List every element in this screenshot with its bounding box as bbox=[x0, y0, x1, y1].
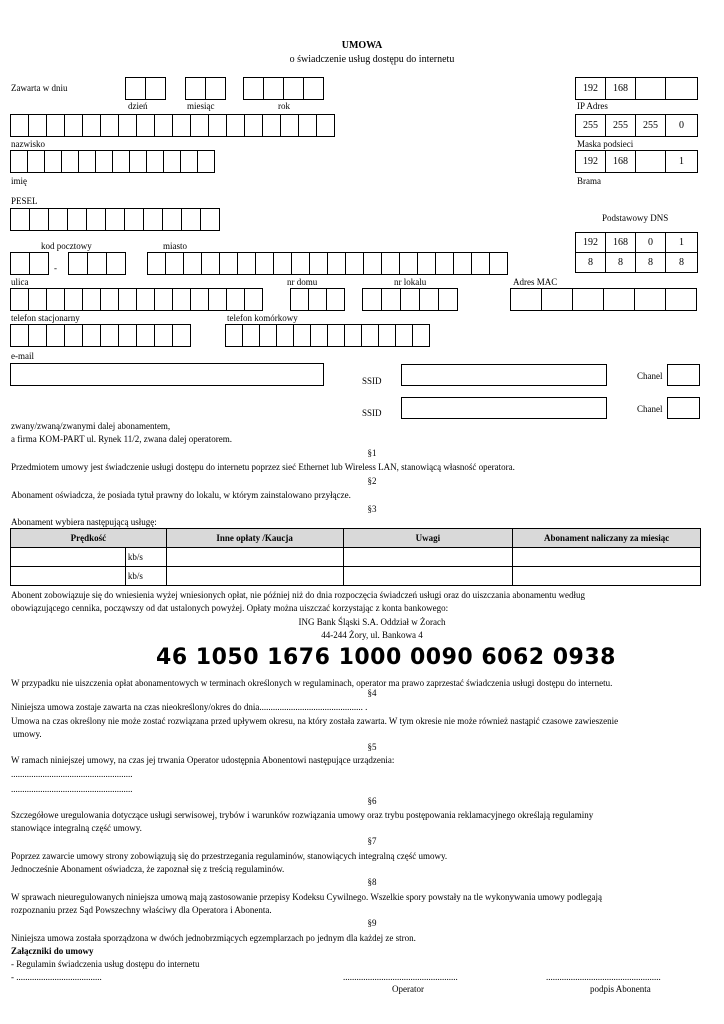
operator-definition: a firma KOM-PART ul. Rynek 11/2, zwana dalej operatorem. bbox=[11, 434, 232, 444]
payment-text-1: Abonent zobowiązuje się do wniesienia wyżej wniesionych opłat, nie później niż do dnia rozpoczęcia świadczeń usługi oraz do uiszczania abonamentu według bbox=[11, 590, 586, 600]
section-7-line-2: Jednocześnie Abonament oświadcza, że zapoznał się z treścią regulaminów. bbox=[11, 864, 285, 874]
house-no-input[interactable] bbox=[290, 288, 344, 311]
postal-code-part2-input[interactable] bbox=[68, 252, 125, 275]
postal-code-part1-input[interactable] bbox=[10, 252, 48, 275]
ssid-input-1[interactable] bbox=[401, 364, 607, 386]
first-name-label: imię bbox=[11, 176, 27, 186]
dns-label: Podstawowy DNS bbox=[602, 213, 669, 223]
attachments-heading: Załączniki do umowy bbox=[11, 946, 94, 956]
section-8-line-1: W sprawach nieuregulowanych niniejsza umową mają zastosowanie przepisy Kodeksu Cywilnego. Wszelkie spory powstały na tle wykonywania umowy podlegają bbox=[11, 892, 603, 902]
first-name-input[interactable] bbox=[10, 150, 214, 173]
surname-input[interactable] bbox=[10, 114, 334, 137]
subscriber-definition: zwany/zwaną/zwanymi dalej abonamentem, bbox=[11, 421, 171, 431]
day-input[interactable] bbox=[125, 77, 165, 100]
dns2-octet[interactable]: 8 bbox=[665, 252, 698, 273]
postal-code-label: kod pocztowy bbox=[41, 241, 92, 251]
section-2-text: Abonament oświadcza, że posiada tytuł prawny do lokalu, w którym zainstalowano przyłącze. bbox=[11, 490, 351, 500]
channel-label-2: Chanel bbox=[637, 404, 663, 414]
bank-name: ING Bank Śląski S.A. Oddział w Żorach bbox=[298, 617, 446, 627]
mask-octet[interactable]: 255 bbox=[575, 114, 606, 137]
section-9-line-1: Niniejsza umowa została sporządzona w dwóch jednobrzmiących egzemplarzach po jednym dla każdej ze stron. bbox=[11, 933, 416, 943]
phone-mobile-input[interactable] bbox=[225, 324, 429, 347]
phone-mobile-label: telefon komórkowy bbox=[227, 313, 298, 323]
section-2-heading: §2 bbox=[367, 476, 377, 486]
phone-landline-input[interactable] bbox=[10, 324, 190, 347]
attachment-2[interactable]: - ...................................... bbox=[11, 972, 102, 982]
gateway-octet[interactable]: 168 bbox=[605, 150, 636, 173]
mask-octet[interactable]: 0 bbox=[665, 114, 698, 137]
ssid-input-2[interactable] bbox=[401, 397, 607, 419]
street-input[interactable] bbox=[10, 288, 262, 311]
speed-unit: kb/s bbox=[125, 548, 166, 567]
table-row bbox=[11, 567, 701, 586]
other-fees-cell[interactable] bbox=[166, 548, 343, 567]
ip-octet[interactable]: 192 bbox=[575, 77, 606, 100]
day-label: dzień bbox=[128, 101, 148, 111]
email-input[interactable] bbox=[10, 363, 324, 386]
city-input[interactable] bbox=[147, 252, 507, 275]
channel-input-1[interactable] bbox=[667, 364, 700, 386]
dns-secondary-input[interactable] bbox=[575, 252, 697, 273]
gateway-label: Brama bbox=[577, 176, 601, 186]
operator-signature-line[interactable]: ................................................... bbox=[343, 972, 458, 982]
ip-address-input[interactable] bbox=[575, 77, 697, 100]
header-speed: Prędkość bbox=[11, 529, 167, 548]
header-monthly-fee: Abonament naliczany za miesiąc bbox=[513, 529, 701, 548]
ip-octet[interactable] bbox=[665, 77, 698, 100]
ssid-label-1: SSID bbox=[362, 376, 382, 386]
gateway-input[interactable] bbox=[575, 150, 697, 173]
section-3-text: Abonament wybiera następującą usługę: bbox=[11, 517, 157, 527]
section-4-line-2: Umowa na czas określony nie może zostać rozwiązana przed upływem okresu, na który została zawarta. W tym okresie nie może również nastąpić czasowe zawieszenie bbox=[11, 716, 619, 726]
dns1-octet[interactable]: 1 bbox=[665, 232, 698, 253]
section-3-heading: §3 bbox=[367, 504, 377, 514]
document-subtitle: o świadczenie usług dostępu do internetu bbox=[289, 54, 455, 65]
speed-cell[interactable] bbox=[11, 567, 126, 586]
device-line-1[interactable]: ...................................................... bbox=[11, 769, 133, 779]
section-6-heading: §6 bbox=[367, 796, 377, 806]
phone-landline-label: telefon stacjonarny bbox=[11, 313, 80, 323]
payment-text-2: obowiązującego cennika, począwszy od dat ustalonych powyżej. Opłaty można uiszczać korzystając z konta bankowego: bbox=[11, 603, 449, 613]
section-6-line-1: Szczegółowe uregulowania dotyczące usługi serwisowej, trybów i warunków rozwiązania umowy oraz trybu postępowania reklamacyjnego określają regulaminy bbox=[11, 810, 594, 820]
device-line-2[interactable]: ...................................................... bbox=[11, 784, 133, 794]
house-no-label: nr domu bbox=[287, 277, 318, 287]
ip-octet[interactable] bbox=[635, 77, 666, 100]
gateway-octet[interactable]: 1 bbox=[665, 150, 698, 173]
document-title: UMOWA bbox=[341, 40, 383, 51]
section-9-heading: §9 bbox=[367, 918, 377, 928]
section-7-heading: §7 bbox=[367, 836, 377, 846]
section-5-heading: §5 bbox=[367, 742, 377, 752]
channel-input-2[interactable] bbox=[667, 397, 700, 419]
notes-cell[interactable] bbox=[343, 548, 513, 567]
section-4-line-1: Niniejsza umowa zostaje zawarta na czas nieokreślony/okres do dnia.............................................. . bbox=[11, 702, 368, 712]
flat-no-input[interactable] bbox=[362, 288, 457, 311]
ip-octet[interactable]: 168 bbox=[605, 77, 636, 100]
mask-octet[interactable]: 255 bbox=[635, 114, 666, 137]
bank-address: 44-244 Żory, ul. Bankowa 4 bbox=[321, 630, 423, 640]
subnet-mask-input[interactable] bbox=[575, 114, 697, 137]
dns2-octet[interactable]: 8 bbox=[575, 252, 606, 273]
gateway-octet[interactable]: 192 bbox=[575, 150, 606, 173]
dns2-octet[interactable]: 8 bbox=[635, 252, 666, 273]
month-input[interactable] bbox=[185, 77, 225, 100]
pesel-input[interactable] bbox=[10, 208, 219, 231]
dns-primary-input[interactable] bbox=[575, 232, 697, 253]
dns1-octet[interactable]: 168 bbox=[605, 232, 636, 253]
section-8-heading: §8 bbox=[367, 877, 377, 887]
dns2-octet[interactable]: 8 bbox=[605, 252, 636, 273]
gateway-octet[interactable] bbox=[635, 150, 666, 173]
attachment-1: - Regulamin świadczenia usług dostępu do internetu bbox=[11, 959, 200, 969]
mac-input[interactable] bbox=[510, 288, 696, 311]
section-1-text: Przedmiotem umowy jest świadczenie usługi dostępu do internetu poprzez sieć Ethernet lub Wireless LAN, stanowiącą własność operatora. bbox=[11, 462, 515, 472]
section-4-heading: §4 bbox=[367, 688, 377, 698]
other-fees-cell[interactable] bbox=[166, 567, 343, 586]
street-label: ulica bbox=[11, 277, 29, 287]
city-label: miasto bbox=[163, 241, 187, 251]
section-7-line-1: Poprzez zawarcie umowy strony zobowiązują się do przestrzegania regulaminów, stanowiących integralną część umowy. bbox=[11, 851, 448, 861]
dns1-octet[interactable]: 0 bbox=[635, 232, 666, 253]
section-6-line-2: stanowiące integralną część umowy. bbox=[11, 823, 142, 833]
signed-on-label: Zawarta w dniu bbox=[11, 83, 68, 93]
monthly-fee-cell[interactable] bbox=[513, 567, 701, 586]
speed-cell[interactable] bbox=[11, 548, 126, 567]
channel-label-1: Chanel bbox=[637, 371, 663, 381]
service-table bbox=[10, 528, 701, 586]
notes-cell[interactable] bbox=[343, 567, 513, 586]
year-label: rok bbox=[278, 101, 290, 111]
mac-label: Adres MAC bbox=[513, 277, 558, 287]
section-5-line-1: W ramach niniejszej umowy, na czas jej trwania Operator udostępnia Abonentowi następujące urządzenia: bbox=[11, 755, 395, 765]
dns1-octet[interactable]: 192 bbox=[575, 232, 606, 253]
bank-account-number: 46 1050 1676 1000 0090 6062 0938 bbox=[156, 645, 616, 670]
surname-label: nazwisko bbox=[11, 139, 45, 149]
subscriber-signature-line[interactable]: ................................................... bbox=[546, 972, 661, 982]
section-4-line-3: umowy. bbox=[13, 729, 42, 739]
year-input[interactable] bbox=[243, 77, 323, 100]
email-label: e-mail bbox=[11, 351, 34, 361]
monthly-fee-cell[interactable] bbox=[513, 548, 701, 567]
payment-text-3: W przypadku nie uiszczenia opłat abonamentowych w terminach określonych w regulaminach, operator ma prawo zaprzestać świadczenia usługi dostępu do internetu. bbox=[11, 678, 613, 688]
flat-no-label: nr lokalu bbox=[394, 277, 427, 287]
section-8-line-2: rozpoznaniu przez Sąd Powszechny właściwy dla Operatora i Abonenta. bbox=[11, 905, 272, 915]
ssid-label-2: SSID bbox=[362, 408, 382, 418]
header-notes: Uwagi bbox=[343, 529, 513, 548]
ip-address-label: IP Adres bbox=[577, 101, 608, 111]
month-label: miesiąc bbox=[187, 101, 215, 111]
table-row bbox=[11, 548, 701, 567]
table-header-row bbox=[11, 529, 701, 548]
postal-code-dash: - bbox=[54, 263, 57, 273]
header-other-fees: Inne opłaty /Kaucja bbox=[166, 529, 343, 548]
subscriber-signature-label: podpis Abonenta bbox=[590, 984, 651, 994]
speed-unit: kb/s bbox=[125, 567, 166, 586]
pesel-label: PESEL bbox=[11, 196, 38, 206]
operator-signature-label: Operator bbox=[392, 984, 424, 994]
mask-octet[interactable]: 255 bbox=[605, 114, 636, 137]
section-1-heading: §1 bbox=[367, 448, 377, 458]
subnet-mask-label: Maska podsieci bbox=[577, 139, 634, 149]
